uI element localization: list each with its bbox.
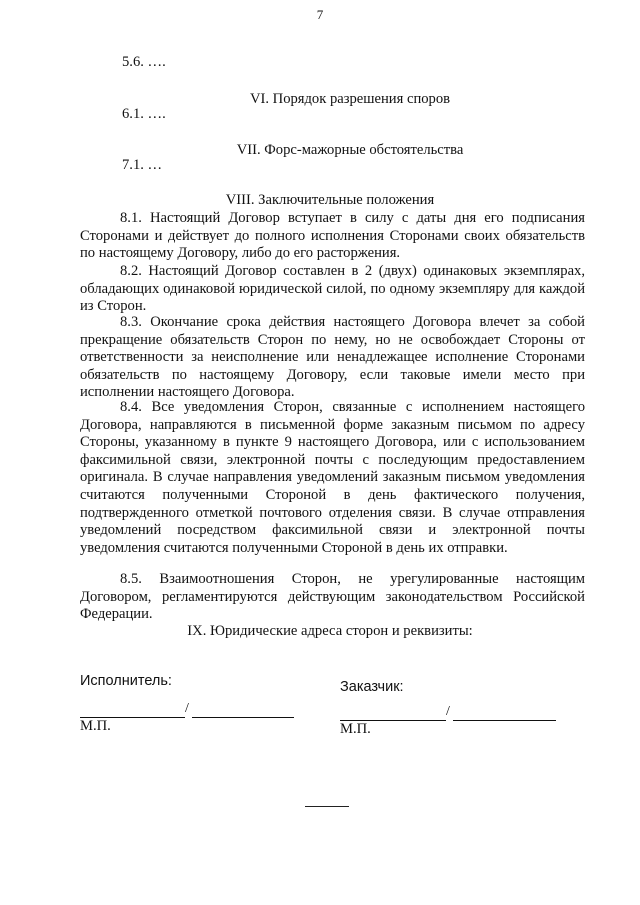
clause-6-1: 6.1. …. bbox=[122, 106, 166, 122]
clause-5-6: 5.6. …. bbox=[122, 54, 166, 70]
clause-7-1: 7.1. … bbox=[122, 157, 163, 173]
executor-slash: / bbox=[185, 701, 189, 716]
page-number: 7 bbox=[316, 7, 324, 22]
customer-stamp-place: М.П. bbox=[340, 721, 371, 737]
section-8-title: VIII. Заключительные положения bbox=[225, 192, 435, 208]
customer-label: Заказчик: bbox=[340, 679, 404, 695]
clause-8-1: 8.1. Настоящий Договор вступает в силу с даты дня его подписания Сторонами и действует до полного исполнения Сторонами своих обязательств по настоящему Договору, либо до его расторжения. bbox=[80, 210, 585, 262]
executor-stamp-place: М.П. bbox=[80, 718, 111, 734]
section-7-title: VII. Форс-мажорные обстоятельства bbox=[236, 142, 464, 158]
clause-8-4: 8.4. Все уведомления Сторон, связанные с исполнением настоящего Договора, направляются в письменной форме заказным письмом по адресу Стороны, указанному в пункте 9 настоящего Договора, или с использованием факсимильной связи, электронной почты с последующим предоставлением оригинала. В случае направления уведомлений заказным письмом уведомления считаются полученными Стороной в день фактического получения, подтвержденного отметкой почтового отделения связи. В случае отправления уведомлений посредством факсимильной связи и электронной почты уведомления считаются полученными Стороной в день их отправки. bbox=[80, 399, 585, 556]
customer-name-line bbox=[453, 720, 556, 721]
section-6-title: VI. Порядок разрешения споров bbox=[249, 91, 451, 107]
clause-8-5: 8.5. Взаимоотношения Сторон, не урегулированные настоящим Договором, регламентируются действующим законодательством Российской Федерации. bbox=[80, 571, 585, 623]
section-9-title: IX. Юридические адреса сторон и реквизиты: bbox=[187, 623, 473, 639]
executor-label: Исполнитель: bbox=[80, 673, 172, 689]
clause-8-3: 8.3. Окончание срока действия настоящего Договора влечет за собой прекращение обязательств Сторон по нему, но не освобождает Стороны от ответственности за неисполнение или ненадлежащее исполнение Сторонами обязательств по настоящему Договору, если таковые имели место при исполнении настоящего Договора. bbox=[80, 314, 585, 401]
customer-slash: / bbox=[446, 704, 450, 719]
clause-8-2: 8.2. Настоящий Договор составлен в 2 (двух) одинаковых экземплярах, обладающих одинаковой юридической силой, по одному экземпляру для каждой из Сторон. bbox=[80, 263, 585, 315]
executor-name-line bbox=[192, 717, 294, 718]
page-end-rule bbox=[305, 806, 349, 807]
